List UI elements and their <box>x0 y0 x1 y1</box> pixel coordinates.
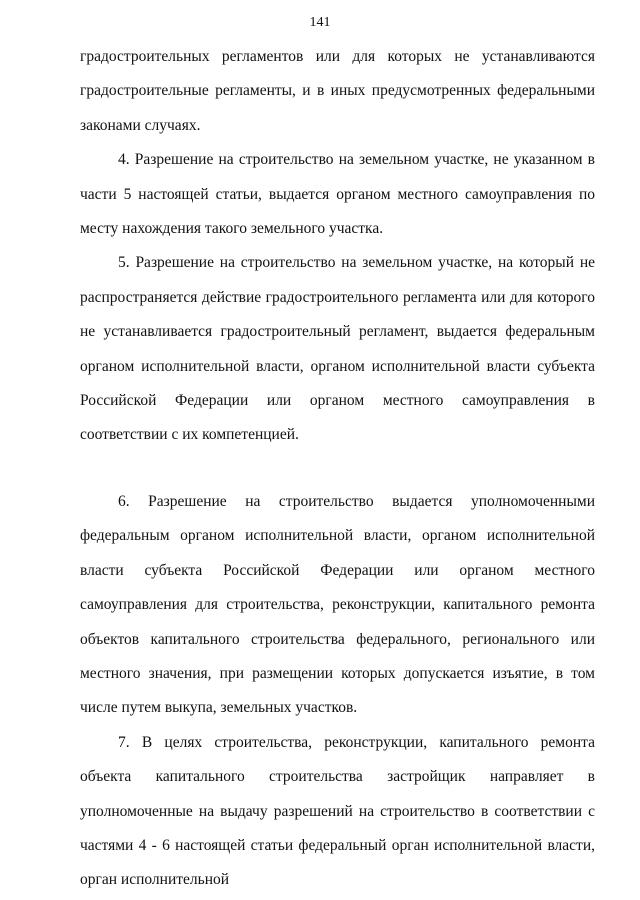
page-number: 141 <box>309 15 331 30</box>
paragraph-part-6: 6. Разрешение на строительство выдается уполномоченными федеральным органом исполнительной власти, органом исполнительной власти субъекта Российской Федерации или органом местного самоуправления для строительства, реконструкции, капитального ремонта объектов капитального строительства федерального, регионального или местного значения, при размещении которых допускается изъятие, в том числе путем выкупа, земельных участков. <box>80 492 595 717</box>
paragraph-part-7: 7. В целях строительства, реконструкции, капитального ремонта объекта капитального строительства застройщик направляет в уполномоченные на выдачу разрешений на строительство в соответствии с частями 4 - 6 настоящей статьи федеральный орган исполнительной власти, орган исполнительной <box>80 733 595 889</box>
paragraph-continuation: градостроительных регламентов или для которых не устанавливаются градостроительные регламенты, и в иных предусмотренных федеральными законами случаях. <box>80 48 595 134</box>
document-body <box>80 40 595 898</box>
paragraph-part-4: 4. Разрешение на строительство на земельном участке, не указанном в части 5 настоящей статьи, выдается органом местного самоуправления по месту нахождения такого земельного участка. <box>80 151 595 238</box>
paragraph-part-5: 5. Разрешение на строительство на земельном участке, на который не распространяется действие градостроительного регламента или для которого не устанавливается градостроительный регламент, выдается федеральным органом исполнительной власти, органом исполнительной власти субъекта Российской Федерации или органом местного самоуправления в соответствии с их компетенцией. <box>80 254 595 444</box>
paragraph-gap <box>80 453 595 485</box>
